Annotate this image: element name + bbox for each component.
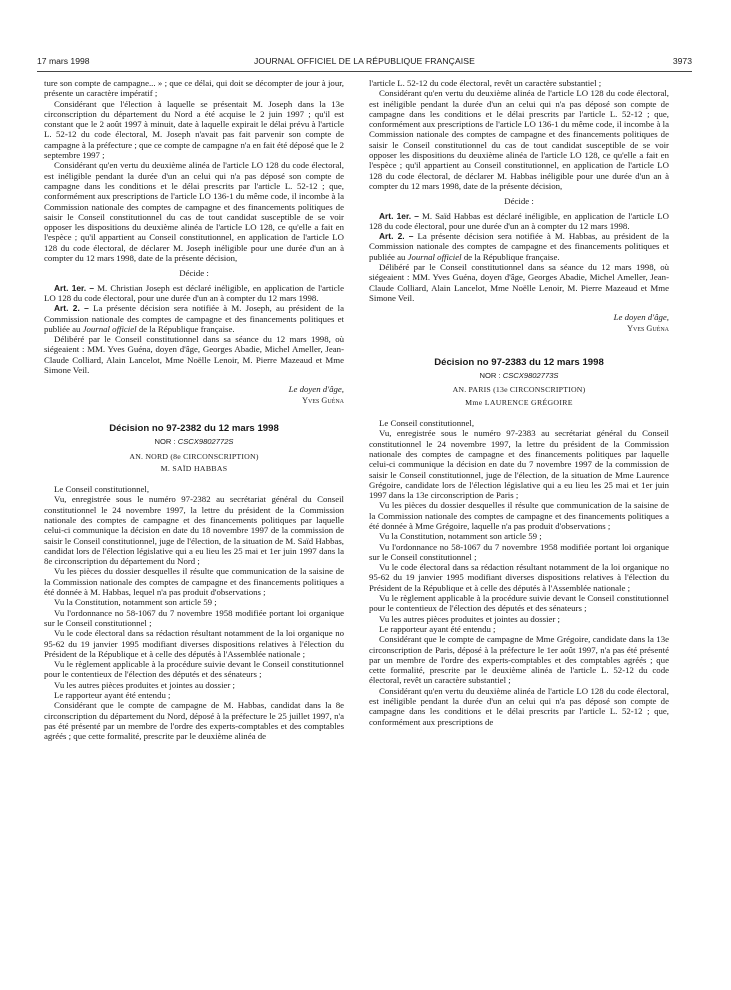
paragraph: Vu les pièces du dossier desquelles il résulte que communication de la saisine de la Commission nationale des comptes de campagne et des financements politiques a été donnée à Mme Grégoire, laquelle n'a pas produit d'observations ; bbox=[369, 500, 669, 531]
paragraph: l'article L. 52-12 du code électoral, revêt un caractère substantiel ; bbox=[369, 78, 602, 88]
paragraph: Vu, enregistrée sous le numéro 97-2382 au secrétariat général du Conseil constitutionnel le 24 novembre 1997, la lettre du président de la Commission nationale des comptes de campagne et des financements politiques par laquelle celui-ci communique la décision en date du 18 novembre 1997 de la commission de saisir le Conseil constitutionnel, juge de l'élection, de la situation de M. Saïd Habbas, candidat lors de l'élection législative qui a eu lieu les 25 mai et 1er juin 1997 dans la 8e circonscription du département du Nord ; bbox=[44, 494, 344, 567]
paragraph: Vu la Constitution, notamment son article 59 ; bbox=[379, 531, 542, 542]
nor-label: NOR : bbox=[479, 371, 501, 381]
paragraph: Vu les autres pièces produites et jointes au dossier ; bbox=[54, 679, 235, 690]
article-2 bbox=[44, 303, 344, 334]
paragraph: Considérant qu'en vertu du deuxième alinéa de l'article LO 128 du code électoral, est inéligible pendant la durée d'un an celui qui n'a pas déposé son compte de campagne dans les conditions et le délai prescrits par l'article L. 52-12 ; que, conformément aux prescriptions de bbox=[369, 685, 669, 727]
decide-heading: Décide : bbox=[504, 196, 534, 207]
article-text: de la République française. bbox=[463, 251, 560, 262]
paragraph: Vu les autres pièces produites et jointes au dossier ; bbox=[379, 613, 560, 624]
nor-reference bbox=[369, 371, 669, 381]
nor-code: CSCX9802772S bbox=[177, 437, 234, 447]
constituency: AN. PARIS (13e CIRCONSCRIPTION) bbox=[452, 385, 586, 395]
article-label: Art. 2. – bbox=[379, 231, 414, 242]
article-text: M. Christian Joseph est déclaré inéligible, en application de l'article LO 128 du code électoral, pour une durée d'un an à compter du 12 mars 1998. bbox=[44, 282, 344, 303]
article-text: La présente décision sera notifiée à M. Habbas, au président de la Commission nationale des comptes de campagne et des financements politiques et publiée au bbox=[369, 231, 669, 262]
paragraph: ture son compte de campagne... » ; que ce délai, qui doit se décompter de jour à jour, présente un caractère impératif ; bbox=[44, 78, 344, 99]
paragraph: Considérant que le compte de campagne de Mme Grégoire, candidate dans la 13e circonscription de Paris, déposé à la préfecture le 1er août 1997, n'a pas été présenté par un membre de l'ordre des experts-comptables et des comptables agréés ; que cette formalité, prescrite par le deuxième alinéa de l'article L. 52-12 du code électoral, revêt un caractère substantiel ; bbox=[369, 634, 669, 686]
paragraph: Considérant qu'en vertu du deuxième alinéa de l'article LO 128 du code électoral, est inéligible pendant la durée d'un an celui qui n'a pas déposé son compte de campagne dans les conditions et le délai prescrits par l'article L. 52-12 ; que, conformément aux prescriptions de l'article LO 136-1 du même code, il incombe à la Commission nationale des comptes de campagne et des financements politiques de saisir le Conseil constitutionnel du cas de tout candidat susceptible de se voir opposer les dispositions du deuxième alinéa de l'article LO 128, ce qu'elle a fait en l'espèce ; qu'il appartient au Conseil constitutionnel, en application de l'article LO 128 du code électoral, de déclarer M. Habbas inéligible pour une durée d'un an à compter du 12 mars 1998, date de la présente décision, bbox=[369, 88, 669, 191]
journal-officiel-italic: Journal officiel bbox=[407, 251, 462, 262]
candidate-name: M. SAÏD HABBAS bbox=[160, 463, 228, 473]
article-text: M. Saïd Habbas est déclaré inéligible, en application de l'article LO 128 du code électoral, pour une durée d'un an à compter du 12 mars 1998. bbox=[369, 210, 669, 231]
left-column bbox=[44, 78, 344, 742]
article-text: La présente décision sera notifiée à M. Joseph, au président de la Commission nationale des comptes de campagne et des financements politiques et publiée au bbox=[44, 303, 344, 334]
article-label: Art. 2. – bbox=[54, 303, 89, 314]
page-header bbox=[37, 56, 692, 70]
deliberation: Délibéré par le Conseil constitutionnel dans sa séance du 12 mars 1998, où siégeaient : MM. Yves Guéna, doyen d'âge, Georges Abadie, Michel Ameller, Jean-Claude Colliard, Alain Lancelot, Mme Noëlle Lenoir, M. Pierre Mazeaud et Mme Simone Veil. bbox=[44, 334, 344, 376]
signature-name: Yves Guéna bbox=[302, 395, 344, 405]
article-1 bbox=[44, 283, 344, 304]
paragraph: Le Conseil constitutionnel, bbox=[54, 484, 150, 495]
paragraph: Considérant que le compte de campagne de M. Habbas, candidat dans la 8e circonscription du département du Nord, déposé à la préfecture le 25 juillet 1997, n'a pas été présenté par un membre de l'ordre des experts-comptables et des comptables agréés ; que cette formalité, prescrite par le deuxième alinéa de bbox=[44, 700, 344, 742]
article-1 bbox=[369, 211, 669, 232]
paragraph: Vu la Constitution, notamment son article 59 ; bbox=[54, 597, 217, 608]
paragraph: Vu le règlement applicable à la procédure suivie devant le Conseil constitutionnel pour le contentieux de l'élection des députés et des sénateurs ; bbox=[44, 659, 344, 680]
article-label: Art. 1er. – bbox=[54, 282, 95, 293]
header-page-number: 3973 bbox=[672, 56, 692, 66]
decision-title: Décision no 97-2382 du 12 mars 1998 bbox=[109, 422, 279, 434]
decision-title: Décision no 97-2383 du 12 mars 1998 bbox=[434, 356, 604, 368]
paragraph: Vu le règlement applicable à la procédure suivie devant le Conseil constitutionnel pour le contentieux de l'élection des députés et des sénateurs ; bbox=[369, 593, 669, 614]
article-2 bbox=[369, 231, 669, 262]
constituency: AN. NORD (8e CIRCONSCRIPTION) bbox=[129, 451, 259, 461]
right-column bbox=[369, 78, 669, 727]
nor-code: CSCX9802773S bbox=[502, 371, 559, 381]
decide-heading: Décide : bbox=[179, 268, 209, 279]
paragraph: Le Conseil constitutionnel, bbox=[379, 418, 475, 429]
paragraph: Vu le code électoral dans sa rédaction résultant notamment de la loi organique no 95-62 du 19 janvier 1995 modifiant diverses dispositions relatives à l'élection du Président de la République et à celle des députés à l'Assemblée nationale ; bbox=[44, 628, 344, 659]
deliberation: Délibéré par le Conseil constitutionnel dans sa séance du 12 mars 1998, où siégeaient : MM. Yves Guéna, doyen d'âge, Georges Abadie, Michel Ameller, Jean-Claude Colliard, Alain Lancelot, Mme Noëlle Lenoir, M. Pierre Mazeaud et Mme Simone Veil. bbox=[369, 262, 669, 303]
paragraph: Vu les pièces du dossier desquelles il résulte que communication de la saisine de la Commission nationale des comptes de campagne et des financements politiques a été donnée à M. Habbas, lequel n'a pas produit d'observations ; bbox=[44, 566, 344, 598]
article-label: Art. 1er. – bbox=[379, 210, 419, 221]
paragraph: Le rapporteur ayant été entendu ; bbox=[379, 623, 496, 634]
nor-reference bbox=[44, 437, 344, 447]
paragraph: Vu l'ordonnance no 58-1067 du 7 novembre 1958 modifiée portant loi organique sur le Conseil constitutionnel ; bbox=[369, 541, 669, 562]
paragraph: Vu l'ordonnance no 58-1067 du 7 novembre 1958 modifiée portant loi organique sur le Conseil constitutionnel ; bbox=[44, 607, 344, 628]
signature-name: Yves Guéna bbox=[627, 323, 669, 333]
nor-label: NOR : bbox=[154, 437, 176, 447]
candidate-name: Mme LAURENCE GRÉGOIRE bbox=[465, 397, 573, 407]
header-rule bbox=[37, 71, 692, 72]
header-date: 17 mars 1998 bbox=[37, 56, 90, 66]
article-text: de la République française. bbox=[138, 323, 235, 334]
signature-role: Le doyen d'âge, bbox=[288, 384, 344, 395]
signature-role: Le doyen d'âge, bbox=[613, 312, 669, 323]
paragraph: Vu, enregistrée sous le numéro 97-2383 au secrétariat général du Conseil constitutionnel le 24 novembre 1997, la lettre du président de la Commission nationale des comptes de campagne et des financements politiques par laquelle celui-ci communique la décision en date du 7 novembre 1997 de la commission de saisir le Conseil constitutionnel, juge de l'élection, de la situation de Mme Laurence Grégoire, candidate lors de l'élection législative qui a eu lieu les 25 mai et 1er juin 1997 dans la 13e circonscription de Paris ; bbox=[369, 428, 669, 501]
paragraph: Considérant qu'en vertu du deuxième alinéa de l'article LO 128 du code électoral, est inéligible pendant la durée d'un an celui qui n'a pas déposé son compte de campagne dans les conditions et le délai prescrits par l'article L. 52-12 ; que, conformément aux prescriptions de l'article LO 136-1 du même code, il incombe à la Commission nationale des comptes de campagne et des financements politiques de saisir le Conseil constitutionnel du cas de tout candidat susceptible de se voir opposer les dispositions du deuxième alinéa de l'article LO 128, ce qu'elle a fait en l'espèce ; qu'il appartient au Conseil constitutionnel, en application de l'article LO 128 du code électoral, de déclarer M. Joseph inéligible pour une durée d'un an à compter du 12 mars 1998, date de la présente décision, bbox=[44, 160, 344, 264]
header-journal-title: JOURNAL OFFICIEL DE LA RÉPUBLIQUE FRANÇAISE bbox=[254, 56, 475, 66]
paragraph: Vu le code électoral dans sa rédaction résultant notamment de la loi organique no 95-62 du 19 janvier 1995 modifiant diverses dispositions relatives à l'élection du Président de la République et à celle des députés à l'Assemblée nationale ; bbox=[369, 562, 669, 593]
paragraph: Le rapporteur ayant été entendu ; bbox=[54, 690, 171, 701]
journal-officiel-italic: Journal officiel bbox=[82, 323, 137, 334]
paragraph: Considérant que l'élection à laquelle se présentait M. Joseph dans la 13e circonscription du département du Nord a été acquise le 2 juin 1997 ; qu'il est constant que le 2 août 1997 à minuit, date à laquelle expirait le délai prévu à l'article L. 52-12 du code électoral, M. Joseph n'avait pas fait parvenir son compte de campagne à la préfecture ; que ce compte de campagne n'a en fait été déposé que le 2 septembre 1997 ; bbox=[44, 98, 344, 161]
